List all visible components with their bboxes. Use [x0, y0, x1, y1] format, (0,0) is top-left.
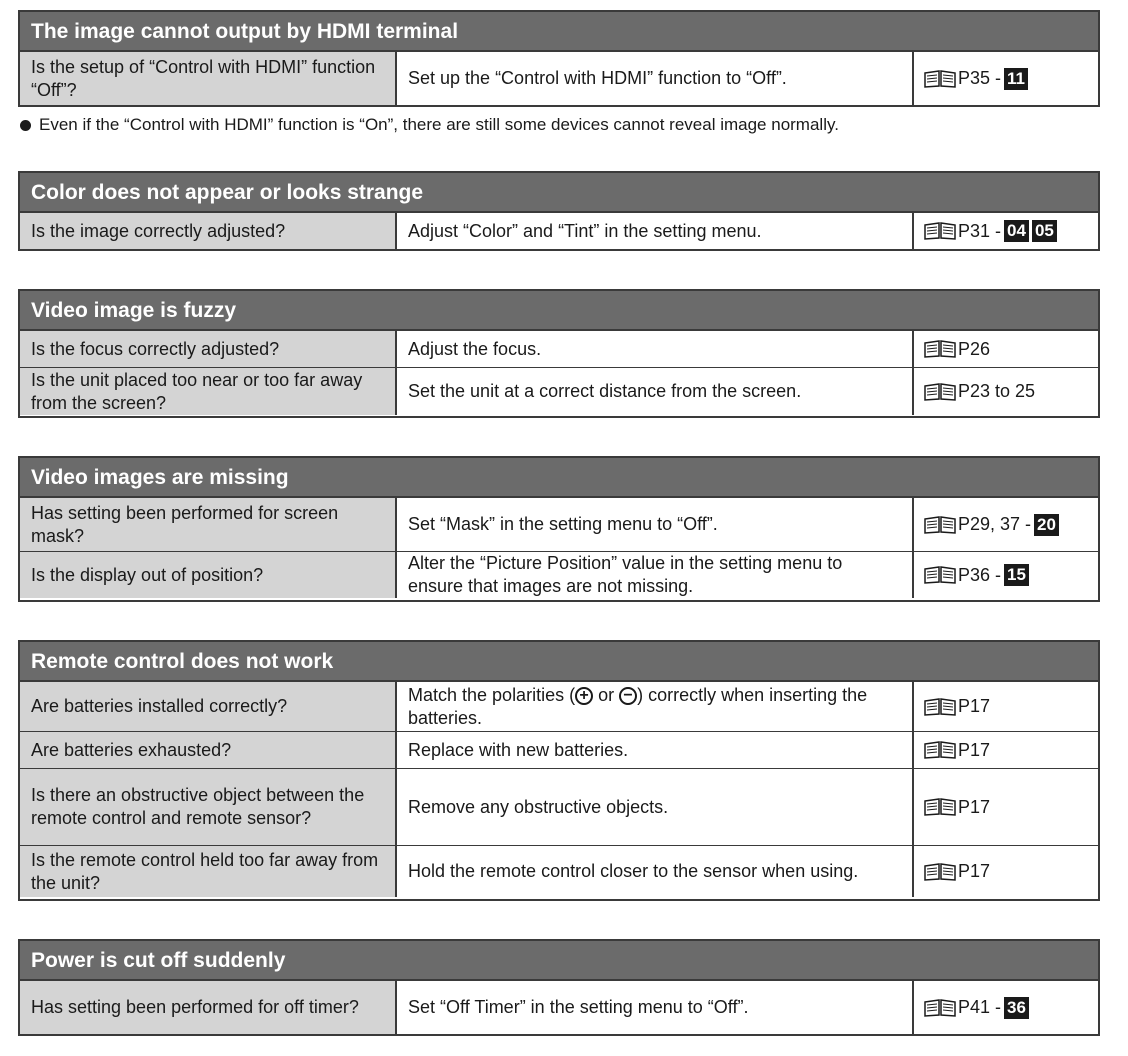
answer-cell: Remove any obstructive objects. [397, 769, 914, 845]
ref-badge: 36 [1004, 997, 1029, 1019]
ref-badge: 20 [1034, 514, 1059, 536]
section-title: Remote control does not work [20, 642, 1098, 682]
page-ref-text: P31 - [958, 220, 1002, 241]
book-icon [924, 516, 956, 534]
section-missing [18, 456, 1100, 602]
ref-badge: 11 [1004, 68, 1028, 90]
book-icon [924, 383, 956, 401]
question-cell: Is the unit placed too near or too far away from the screen? [20, 368, 397, 415]
page-ref-text: P17 [958, 696, 991, 716]
page-reference [914, 682, 1098, 731]
table-row [20, 682, 1098, 731]
question-cell: Are batteries installed correctly? [20, 682, 397, 731]
answer-text-part: ) correctly when inserting the batteries. [408, 684, 868, 728]
answer-cell: Set the unit at a correct distance from the screen. [397, 368, 914, 415]
book-icon [924, 340, 956, 358]
section-title: Video image is fuzzy [20, 291, 1098, 331]
question-cell: Has setting been performed for screen mask? [20, 498, 397, 551]
page-reference [914, 846, 1098, 897]
question-cell: Has setting been performed for off timer? [20, 981, 397, 1034]
page-ref-text: P35 - [958, 68, 1002, 88]
question-cell: Is the display out of position? [20, 552, 397, 598]
answer-cell: Set “Mask” in the setting menu to “Off”. [397, 498, 914, 551]
section-title: The image cannot output by HDMI terminal [20, 12, 1098, 52]
answer-text [408, 684, 901, 730]
book-icon [924, 566, 956, 584]
book-icon [924, 798, 956, 816]
ref-badge: 15 [1004, 564, 1029, 586]
question-cell: Are batteries exhausted? [20, 732, 397, 768]
section-remote [18, 640, 1100, 901]
page-ref-text: P23 to 25 [958, 381, 1036, 401]
answer-text-part: Match the polarities ( [408, 684, 576, 705]
answer-cell [397, 682, 914, 731]
section-hdmi [18, 10, 1100, 107]
book-icon [924, 698, 956, 716]
minus-polarity-icon: − [619, 687, 637, 705]
page-reference [914, 552, 1098, 598]
section-title: Color does not appear or looks strange [20, 173, 1098, 213]
section-title: Power is cut off suddenly [20, 941, 1098, 981]
answer-cell: Adjust “Color” and “Tint” in the setting menu. [397, 213, 914, 249]
section-power [18, 939, 1100, 1036]
answer-cell: Adjust the focus. [397, 331, 914, 367]
ref-badge: 05 [1032, 220, 1057, 242]
question-cell: Is the focus correctly adjusted? [20, 331, 397, 367]
table-row [20, 731, 1098, 768]
question-cell: Is there an obstructive object between the remote control and remote sensor? [20, 769, 397, 845]
table-row [20, 845, 1098, 897]
page-reference [914, 981, 1098, 1034]
table-row [20, 367, 1098, 415]
page-ref-text: P36 - [958, 564, 1002, 585]
page-ref-text: P26 [958, 338, 991, 359]
question-cell: Is the image correctly adjusted? [20, 213, 397, 249]
page-ref-text: P17 [958, 796, 991, 817]
table-row [20, 52, 1098, 105]
book-icon [924, 70, 956, 88]
page-reference [914, 52, 1098, 105]
answer-cell: Alter the “Picture Position” value in the setting menu to ensure that images are not missing. [397, 552, 914, 598]
answer-cell: Hold the remote control closer to the sensor when using. [397, 846, 914, 897]
answer-cell: Set “Off Timer” in the setting menu to “Off”. [397, 981, 914, 1034]
page-ref-text: P17 [958, 861, 991, 881]
note [20, 115, 839, 135]
table-row [20, 213, 1098, 249]
table-row [20, 981, 1098, 1034]
page-ref-text: P17 [958, 739, 991, 760]
table-row [20, 498, 1098, 551]
table-row [20, 768, 1098, 845]
book-icon [924, 863, 956, 881]
page-reference [914, 498, 1098, 551]
page-ref-text: P41 - [958, 997, 1002, 1017]
page-reference [914, 769, 1098, 845]
page-reference [914, 331, 1098, 367]
section-title: Video images are missing [20, 458, 1098, 498]
book-icon [924, 999, 956, 1017]
answer-text-part: or [593, 684, 620, 705]
answer-cell: Replace with new batteries. [397, 732, 914, 768]
book-icon [924, 741, 956, 759]
question-cell: Is the remote control held too far away from the unit? [20, 846, 397, 897]
page-ref-text: P29, 37 - [958, 514, 1032, 534]
ref-badge: 04 [1004, 220, 1029, 242]
table-row [20, 551, 1098, 598]
page-reference [914, 213, 1098, 249]
page-reference [914, 732, 1098, 768]
answer-cell: Set up the “Control with HDMI” function to “Off”. [397, 52, 914, 105]
table-row [20, 331, 1098, 367]
section-color [18, 171, 1100, 251]
plus-polarity-icon: + [575, 687, 593, 705]
question-cell: Is the setup of “Control with HDMI” function “Off”? [20, 52, 397, 105]
note-text: Even if the “Control with HDMI” function is “On”, there are still some devices cannot reveal image normally. [39, 115, 839, 134]
bullet-icon [20, 120, 31, 131]
book-icon [924, 222, 956, 240]
section-fuzzy [18, 289, 1100, 418]
page-reference [914, 368, 1098, 415]
